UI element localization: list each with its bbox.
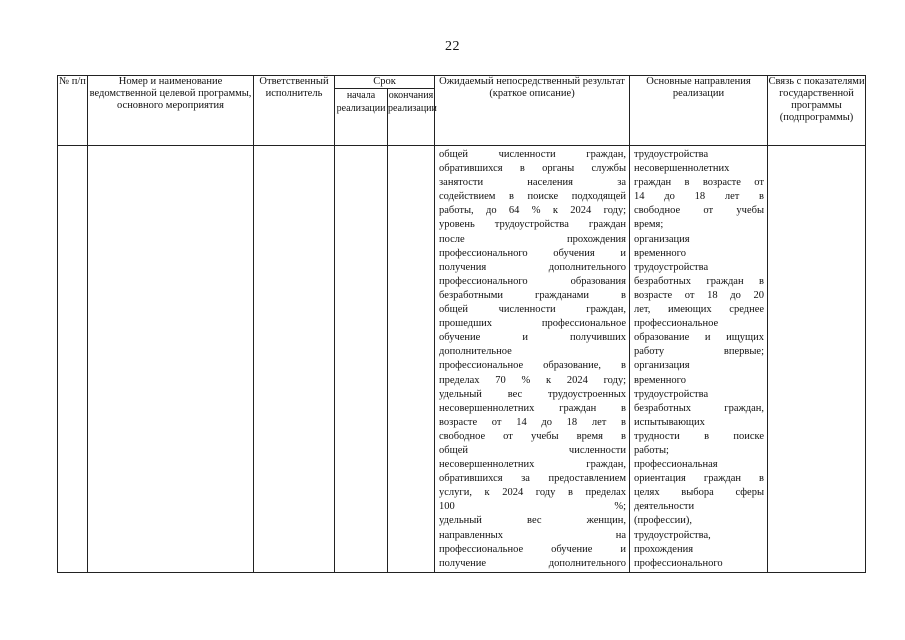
result-line: несовершеннолетних граждан в xyxy=(439,402,627,414)
direction-line: организация xyxy=(634,360,690,372)
header-executor: Ответственный исполнитель xyxy=(254,76,335,146)
result-line: услуги, к 2024 году в пределах xyxy=(439,487,627,499)
direction-line: образование и ищущих xyxy=(634,332,765,344)
result-line: пределах 70 % к 2024 году; xyxy=(439,374,627,386)
result-line: работы, до 64 % к 2024 году; xyxy=(439,205,627,217)
header-link: Связь с показателями государственной программы (подпрограммы) xyxy=(768,76,866,146)
result-line: свободное от учебы время в xyxy=(439,430,627,442)
direction-line: организация xyxy=(634,233,690,245)
direction-line: 14 до 18 лет в xyxy=(634,191,765,203)
direction-line: свободное от учебы xyxy=(634,205,765,217)
direction-line: трудоустройства, xyxy=(634,529,711,541)
page-number: 22 xyxy=(445,39,460,54)
direction-line: несовершеннолетних xyxy=(634,163,730,175)
result-line: общей численности граждан, xyxy=(439,304,627,316)
header-num: № п/п xyxy=(58,76,88,146)
result-line: безработными гражданами в xyxy=(439,289,627,301)
result-line: уровень трудоустройства граждан xyxy=(439,219,627,231)
direction-line: время; xyxy=(634,219,664,231)
direction-line: временного xyxy=(634,247,686,259)
result-line: профессиональное образование, в xyxy=(439,360,627,372)
direction-line: временного xyxy=(634,374,686,386)
result-line: прошедших профессиональное xyxy=(439,318,627,330)
direction-line: работу впервые; xyxy=(634,346,765,358)
cell-link xyxy=(768,146,866,573)
result-line: содействием в поиске подходящей xyxy=(439,191,627,203)
direction-line: трудности в поиске xyxy=(634,430,765,442)
result-line: обратившихся в органы службы xyxy=(439,163,627,175)
direction-line: безработных граждан в xyxy=(634,275,765,287)
direction-line: деятельности xyxy=(634,501,695,513)
direction-line: безработных граждан, xyxy=(634,402,765,414)
result-line: возрасте от 14 до 18 лет в xyxy=(439,416,627,428)
result-line: профессионального образования xyxy=(439,275,627,287)
direction-line: профессионального xyxy=(634,557,723,569)
cell-start xyxy=(335,146,388,573)
direction-line: трудоустройства xyxy=(634,261,709,273)
direction-line: трудоустройства xyxy=(634,388,709,400)
header-end: окончания реализации xyxy=(388,89,435,146)
result-line: занятости населения за xyxy=(439,177,627,189)
result-line: обратившихся за предоставлением xyxy=(439,473,627,485)
direction-line: прохождения xyxy=(634,543,694,555)
direction-line: целях выбора сферы xyxy=(634,487,765,499)
result-line: удельный вес женщин, xyxy=(439,515,627,527)
cell-end xyxy=(388,146,435,573)
header-term: Срок xyxy=(335,76,435,89)
result-line: несовершеннолетних граждан, xyxy=(439,459,627,471)
direction-line: испытывающих xyxy=(634,416,705,428)
result-line: удельный вес трудоустроенных xyxy=(439,388,627,400)
result-line: общей численности xyxy=(439,444,627,456)
header-result: Ожидаемый непосредственный результат (краткое описание) xyxy=(435,76,630,146)
direction-line: граждан в возрасте от xyxy=(634,177,765,189)
direction-line: трудоустройства xyxy=(634,149,709,160)
result-line: профессиональное обучение и xyxy=(439,543,627,555)
result-line: профессионального обучения и xyxy=(439,247,627,259)
direction-line: профессиональная xyxy=(634,459,718,471)
result-line: 100 %; xyxy=(439,501,627,513)
direction-line: работы; xyxy=(634,444,669,456)
direction-line: (профессии), xyxy=(634,515,693,527)
result-line: после прохождения xyxy=(439,233,627,245)
result-line: общей численности граждан, xyxy=(439,149,627,160)
direction-line: профессиональное xyxy=(634,318,719,330)
program-table xyxy=(57,75,866,573)
direction-line: возрасте от 18 до 20 xyxy=(634,289,765,301)
result-line: обучение и получивших xyxy=(439,332,627,344)
cell-program xyxy=(88,146,254,573)
header-directions: Основные направления реализации xyxy=(630,76,768,146)
cell-num xyxy=(58,146,88,573)
direction-line: лет, имеющих среднее xyxy=(634,304,765,316)
direction-line: ориентация граждан в xyxy=(634,473,765,485)
result-line: получение дополнительного xyxy=(439,557,627,569)
header-program: Номер и наименование ведомственной целевой программы, основного мероприятия xyxy=(88,76,254,146)
result-line: направленных на xyxy=(439,529,627,541)
cell-result xyxy=(435,146,630,573)
cell-directions xyxy=(630,146,768,573)
header-start: начала реализации xyxy=(335,89,388,146)
result-line: дополнительное xyxy=(439,346,512,358)
cell-executor xyxy=(254,146,335,573)
result-line: получения дополнительного xyxy=(439,261,627,273)
